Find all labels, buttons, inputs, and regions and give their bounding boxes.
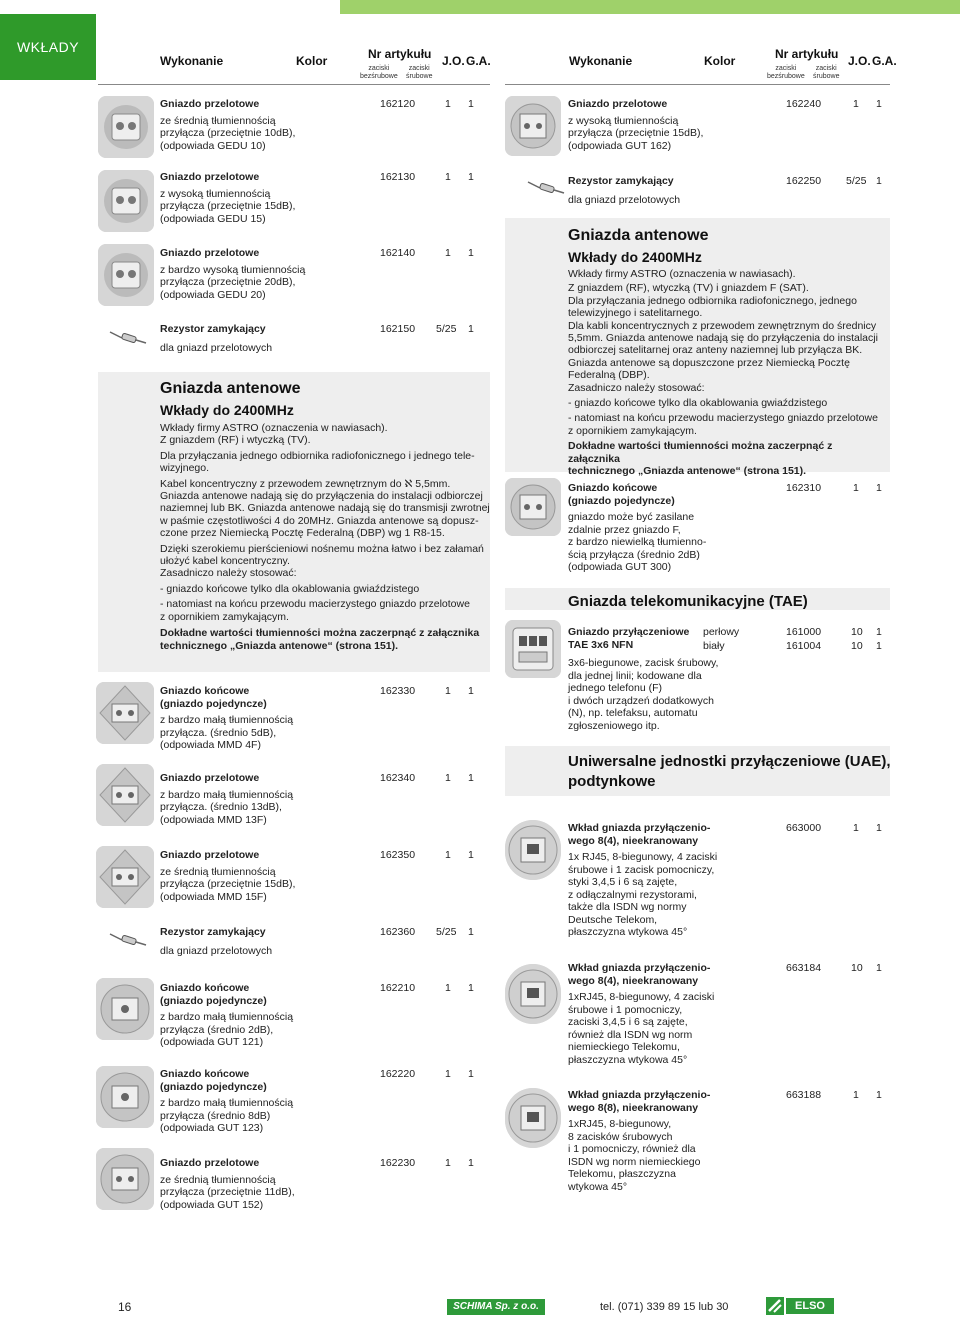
item-ga: 1 [468, 247, 474, 259]
item-jo: 1 [445, 772, 451, 784]
body-line: - gniazdo końcowe tylko dla okablowania gwiaździstego [568, 397, 828, 410]
body-line: Dla przyłączania jednego odbiornika radiofonicznego, jednego telewizyjnego i satelitarnego. [568, 294, 857, 320]
body-line: Z gniazdem (RF) i wtyczką (TV). [160, 434, 311, 447]
item-ga: 1 [468, 323, 474, 335]
item-jo: 10 [851, 626, 863, 638]
item-desc: z bardzo małą tłumiennością przyłącza (średnio 8dB) (odpowiada GUT 123) [160, 1097, 294, 1134]
section-tab: WKŁADY [0, 14, 96, 80]
item-nr: 162230 [380, 1157, 416, 1169]
list-item [160, 171, 370, 225]
item-desc: dla gniazd przelotowych [160, 944, 273, 957]
list-item [160, 772, 370, 826]
item-ga: 1 [876, 626, 882, 638]
item-title: Wkład gniazda przyłączenio- wego 8(8), nieekranowany [568, 1089, 711, 1114]
product-photo-rj45-socket [505, 964, 561, 1024]
item-desc: z bardzo małą tłumiennością przyłącza. (średnio 13dB), (odpowiada MMD 13F) [160, 788, 294, 826]
item-nr: 162150 [380, 323, 416, 335]
item-ga: 1 [876, 962, 882, 974]
item-jo: 1 [445, 1157, 451, 1169]
body-line: Kabel koncentryczny z przewodem zewnętrznym do ℵ 5,5mm. [160, 477, 451, 490]
list-item [160, 1157, 370, 1211]
item-nr: 663184 [786, 962, 822, 974]
item-title: Gniazdo końcowe (gniazdo pojedyncze) [568, 482, 675, 507]
section-title: Gniazda telekomunikacyjne (TAE) [568, 593, 808, 610]
list-item [568, 822, 778, 939]
product-photo-socket [96, 978, 154, 1040]
item-title: Gniazdo przelotowe [160, 247, 260, 259]
resistor-icon [526, 180, 566, 194]
item-nr: 162360 [380, 926, 416, 938]
list-item [160, 323, 370, 354]
item-nr: 162140 [380, 247, 416, 259]
item-desc: gniazdo może być zasilane zdalnie przez gniazdo F, z bardzo niewielką tłumienno- ścią przyłącza (średnio 2dB) (odpowiada GUT 300) [568, 511, 707, 573]
product-photo-socket [96, 1148, 154, 1210]
item-kolor: biały [703, 640, 725, 652]
product-photo-rj45-socket [505, 820, 561, 880]
item-ga: 1 [876, 98, 882, 110]
list-item [568, 482, 778, 574]
section-title: Gniazda antenowe [568, 227, 709, 244]
item-title: Gniazdo przelotowe [568, 98, 668, 110]
body-bold-note: Dokładne wartości tłumienności można zaczerpnąć z załącznika technicznego „Gniazda antenowe“ (strona 151). [160, 627, 480, 652]
product-photo-socket [98, 96, 154, 158]
body-line: Dla przyłączania jednego odbiornika radiofonicznego i jednego tele- wizyjnego. [160, 449, 475, 475]
header-wykonanie: Wykonanie [160, 54, 224, 68]
product-photo-tae-socket [505, 620, 561, 678]
body-bold-note: Dokładne wartości tłumienności można zaczerpnąć z załącznika technicznego „Gniazda antenowe“ (strona 151). [568, 440, 833, 478]
product-photo-socket [505, 96, 561, 156]
item-nr: 161004 [786, 640, 822, 652]
body-line: - natomiast na końcu przewodu macierzystego gniazdo przelotowe z opornikiem zamykającym. [160, 598, 470, 623]
item-title: Wkład gniazda przyłączenio- wego 8(4), nieekranowany [568, 822, 711, 847]
item-desc: 1xRJ45, 8-biegunowy, 8 zacisków śrubowych i 1 pomocniczy, również dla ISDN wg norm niemieckiego Telekomu, płaszczyzna wtykowa 45° [568, 1118, 701, 1193]
body-line: Gniazda antenowe nadają się do przyłączenia do instalacji odbiorczej naziemnej lub BK. Gniazda antenowe nadają się do transmisji zwrotnej w paśmie częstotliwości 4 do 20MHz. Gniazda antenowe są dopusz- czone przez Niemiecką Pocztę Federalną (DBP) wg 1 R8-15. [160, 490, 490, 540]
body-line: Dla kabli koncentrycznych z przewodem zewnętrznym do średnicy 5,5mm. Gniazda antenowe nadają się do przyłączenia do instalacji odbiorczej satelitarnej oraz anteny naziemnej lub przyłącza BK. Gniazda antenowe są dopuszczone przez Niemiecką Pocztę Federalną (DBP). [568, 319, 878, 382]
item-desc: z wysoką tłumiennością przyłącza (przeciętnie 15dB), (odpowiada GUT 162) [568, 114, 704, 152]
item-nr: 162330 [380, 685, 416, 697]
item-jo: 1 [445, 171, 451, 183]
phone-number: tel. (071) 339 89 15 lub 30 [600, 1301, 729, 1313]
list-item [160, 926, 370, 957]
item-ga: 1 [468, 982, 474, 994]
item-nr: 162240 [786, 98, 822, 110]
item-desc: ze średnią tłumiennością przyłącza (przeciętnie 11dB), (odpowiada GUT 152) [160, 1173, 295, 1211]
body-line: Wkłady firmy ASTRO (oznaczenia w nawiasach). [160, 422, 388, 434]
header-jo: J.O. [442, 54, 465, 68]
header-nr-artykulu: Nr artykułu [775, 47, 839, 61]
header-ga: G.A. [466, 54, 491, 68]
list-item [160, 247, 370, 301]
item-desc: ze średnią tłumiennością przyłącza (przeciętnie 15dB), (odpowiada MMD 15F) [160, 865, 296, 903]
body-line: - gniazdo końcowe tylko dla okablowania gwiaździstego [160, 582, 420, 595]
item-desc: z wysoką tłumiennością przyłącza (przeciętnie 15dB), (odpowiada GEDU 15) [160, 187, 296, 225]
header-kolor: Kolor [704, 54, 736, 68]
section-body [568, 268, 886, 478]
header-kolor: Kolor [296, 54, 328, 68]
item-nr: 663188 [786, 1089, 822, 1101]
item-title: Rezystor zamykający [160, 926, 266, 938]
top-accent-bar [0, 0, 960, 14]
list-item [568, 98, 778, 152]
item-ga: 1 [876, 175, 882, 187]
list-item [568, 1089, 778, 1193]
item-title: Gniazdo przelotowe [160, 171, 260, 183]
elso-logo-icon [766, 1297, 784, 1315]
list-item [160, 849, 370, 903]
list-item [160, 98, 370, 152]
header-nr-artykulu: Nr artykułu [368, 47, 432, 61]
header-jo: J.O. [848, 54, 871, 68]
item-title: Gniazdo końcowe (gniazdo pojedyncze) [160, 685, 267, 710]
item-ga: 1 [468, 98, 474, 110]
item-nr: 162250 [786, 175, 822, 187]
item-ga: 1 [876, 640, 882, 652]
item-jo: 1 [445, 982, 451, 994]
list-item [568, 175, 778, 206]
section-title: Gniazda antenowe [160, 380, 301, 397]
item-ga: 1 [876, 482, 882, 494]
list-item [568, 626, 768, 732]
section-title: Uniwersalne jednostki przyłączeniowe (UAE), podtynkowe [568, 753, 891, 790]
item-jo: 1 [445, 1068, 451, 1080]
header-sub-srubowe: zaciski śrubowe [406, 65, 433, 80]
item-desc: dla gniazd przelotowych [568, 193, 681, 206]
item-jo: 10 [851, 640, 863, 652]
item-title: Gniazdo przyłączeniowe TAE 3x6 NFN [568, 626, 690, 651]
body-line: Z gniazdem (RF), wtyczką (TV) i gniazdem F (SAT). [568, 282, 809, 295]
item-desc: z bardzo małą tłumiennością przyłącza (średnio 2dB), (odpowiada GUT 121) [160, 1011, 294, 1048]
header-sub-srubowe: zaciski śrubowe [813, 65, 840, 80]
item-jo: 5/25 [436, 323, 457, 335]
body-line: Wkłady firmy ASTRO (oznaczenia w nawiasach). [568, 268, 796, 280]
resistor-icon [108, 932, 148, 946]
body-line: Dzięki szerokiemu pierścieniowi nośnemu można łatwo i bez załamań ułożyć kabel koncentryczny. [160, 542, 484, 568]
item-nr: 162210 [380, 982, 416, 994]
item-jo: 10 [851, 962, 863, 974]
header-wykonanie: Wykonanie [569, 54, 633, 68]
item-nr: 162350 [380, 849, 416, 861]
product-photo-socket [505, 478, 561, 536]
list-item [160, 685, 370, 752]
item-desc: 1xRJ45, 8-biegunowy, 4 zaciski śrubowe i 1 pomocniczy, zaciski 3,4,5 i 6 są zajęte, również dla ISDN wg norm niemieckiego Telekomu, płaszczyzna wtykowa 45° [568, 991, 715, 1066]
body-line: Zasadniczo należy stosować: [568, 381, 705, 394]
item-jo: 1 [853, 482, 859, 494]
body-line: - natomiast na końcu przewodu macierzystego gniazdo przelotowe z opornikiem zamykającym. [568, 412, 878, 437]
item-title: Gniazdo końcowe (gniazdo pojedyncze) [160, 982, 267, 1007]
elso-logo: ELSO [786, 1298, 834, 1314]
item-title: Gniazdo przelotowe [160, 1157, 260, 1169]
item-nr: 162220 [380, 1068, 416, 1080]
item-jo: 1 [853, 822, 859, 834]
item-jo: 1 [853, 98, 859, 110]
body-line: Zasadniczo należy stosować: [160, 567, 297, 580]
item-jo: 1 [445, 98, 451, 110]
section-subtitle: Wkłady do 2400MHz [160, 402, 294, 418]
resistor-icon [108, 330, 148, 344]
item-jo: 1 [445, 247, 451, 259]
item-ga: 1 [876, 822, 882, 834]
product-photo-socket [96, 682, 154, 744]
item-ga: 1 [468, 685, 474, 697]
section-subtitle: Wkłady do 2400MHz [568, 249, 702, 265]
schima-logo: SCHIMA Sp. z o.o. [447, 1299, 545, 1315]
product-photo-socket [96, 846, 154, 908]
item-nr: 162120 [380, 98, 416, 110]
item-desc: z bardzo wysoką tłumiennością przyłącza (przeciętnie 20dB), (odpowiada GEDU 20) [160, 263, 306, 301]
item-title: Gniazdo końcowe (gniazdo pojedyncze) [160, 1068, 267, 1093]
product-photo-socket [98, 244, 154, 306]
item-ga: 1 [468, 926, 474, 938]
item-title: Gniazdo przelotowe [160, 98, 260, 110]
item-nr: 162130 [380, 171, 416, 183]
item-ga: 1 [468, 1157, 474, 1169]
page-number: 16 [118, 1300, 132, 1314]
item-jo: 1 [445, 685, 451, 697]
item-nr: 162340 [380, 772, 416, 784]
item-desc: 1x RJ45, 8-biegunowy, 4 zaciski śrubowe i 1 zacisk pomocniczy, styki 3,4,5 i 6 są zajęte, z odłączalnymi rezystorami, także dla ISDN wg normy Deutsche Telekom, płaszczyzna wtykowa 45° [568, 851, 718, 938]
item-desc: z bardzo małą tłumiennością przyłącza. (średnio 5dB), (odpowiada MMD 4F) [160, 714, 294, 751]
item-title: Rezystor zamykający [568, 175, 674, 187]
item-ga: 1 [876, 1089, 882, 1101]
left-table-header [98, 46, 490, 85]
item-desc: ze średnią tłumiennością przyłącza (przeciętnie 10dB), (odpowiada GEDU 10) [160, 114, 296, 152]
item-jo: 5/25 [846, 175, 867, 187]
item-jo: 5/25 [436, 926, 457, 938]
list-item [160, 982, 370, 1049]
item-nr: 161000 [786, 626, 822, 638]
item-desc: dla gniazd przelotowych [160, 341, 273, 354]
item-title: Wkład gniazda przyłączenio- wego 8(4), nieekranowany [568, 962, 711, 987]
item-jo: 1 [853, 1089, 859, 1101]
item-nr: 663000 [786, 822, 822, 834]
list-item [160, 1068, 370, 1135]
item-ga: 1 [468, 171, 474, 183]
item-jo: 1 [445, 849, 451, 861]
item-nr: 162310 [786, 482, 822, 494]
product-photo-socket [96, 764, 154, 826]
item-title: Gniazdo przelotowe [160, 849, 260, 861]
header-ga: G.A. [872, 54, 897, 68]
list-item [568, 962, 778, 1066]
product-photo-rj45-socket [505, 1088, 561, 1148]
item-desc: 3x6-biegunowe, zacisk śrubowy, dla jednej linii; kodowane dla jednego telefonu (F) i dwóch urządzeń dodatkowych (N), np. telefaksu, automatu zgłoszeniowego itp. [568, 657, 719, 732]
header-sub-bezsrubowe: zaciski bezśrubowe [360, 65, 398, 80]
item-ga: 1 [468, 772, 474, 784]
item-title: Rezystor zamykający [160, 323, 266, 335]
product-photo-socket [96, 1066, 154, 1128]
item-kolor: perłowy [703, 626, 740, 638]
header-sub-bezsrubowe: zaciski bezśrubowe [767, 65, 805, 80]
product-photo-socket [98, 170, 154, 232]
section-body [160, 422, 490, 652]
item-title: Gniazdo przelotowe [160, 772, 260, 784]
item-ga: 1 [468, 1068, 474, 1080]
item-ga: 1 [468, 849, 474, 861]
right-table-header [505, 46, 897, 85]
